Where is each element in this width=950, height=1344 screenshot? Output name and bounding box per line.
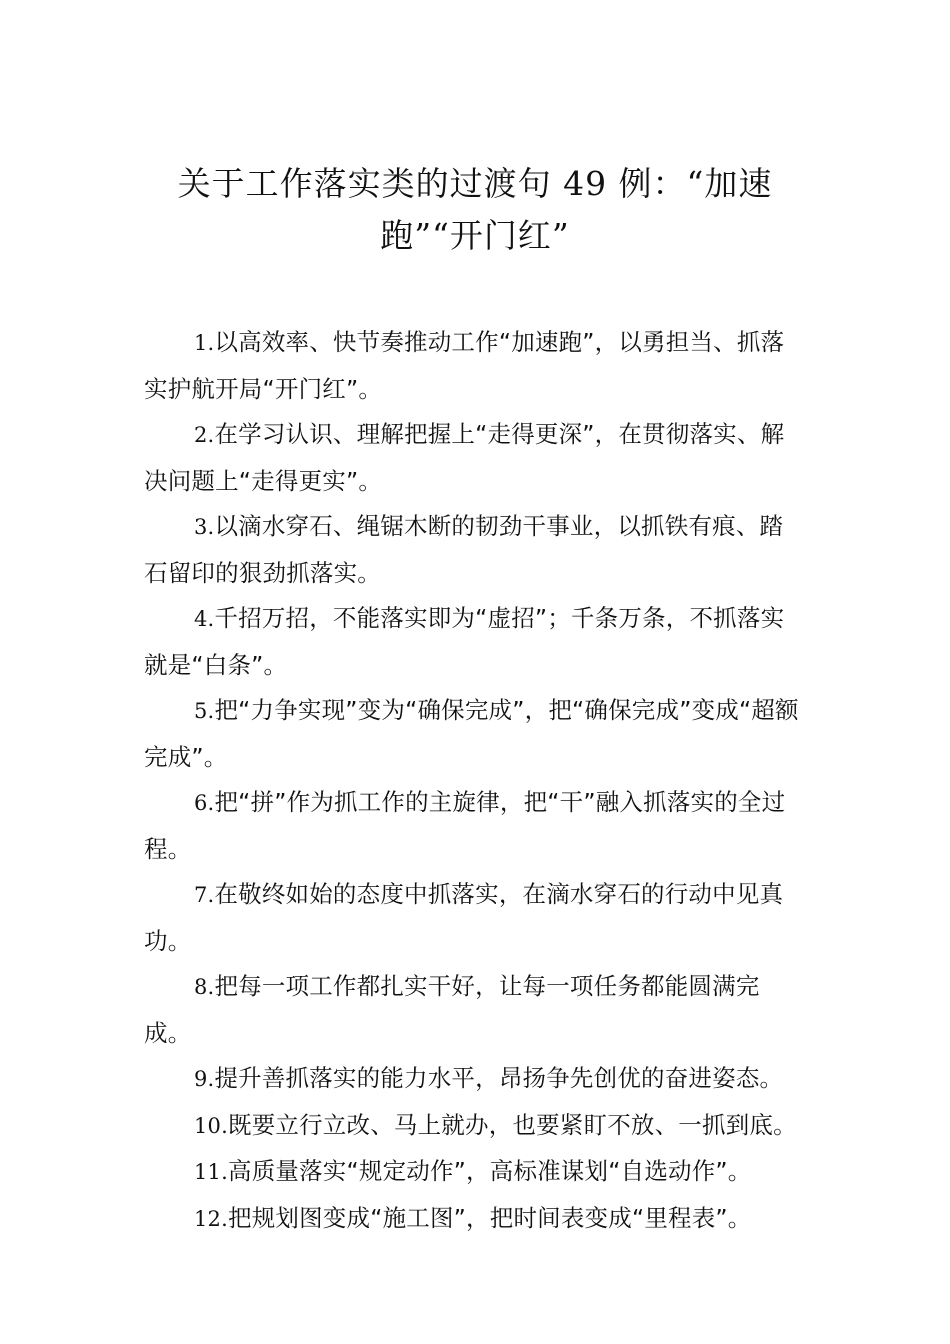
item-text: 以滴水穿石、绳锯木断的韧劲干事业，以抓铁有痕、踏石留印的狠劲抓落实。 bbox=[144, 512, 784, 587]
item-number: 5. bbox=[194, 699, 215, 723]
item-text: 把“拼”作为抓工作的主旋律，把“干”融入抓落实的全过程。 bbox=[144, 788, 786, 863]
list-item bbox=[144, 1056, 806, 1103]
list-item bbox=[144, 780, 806, 872]
document-title: 关于工作落实类的过渡句 49 例：“加速跑”“开门红” bbox=[177, 164, 773, 255]
item-text: 在学习认识、理解把握上“走得更深”，在贯彻落实、解决问题上“走得更实”。 bbox=[144, 420, 785, 495]
item-text: 在敬终如始的态度中抓落实，在滴水穿石的行动中见真功。 bbox=[144, 880, 784, 955]
item-number: 11. bbox=[194, 1160, 228, 1184]
item-text: 高质量落实“规定动作”，高标准谋划“自选动作”。 bbox=[228, 1157, 752, 1185]
item-number: 8. bbox=[194, 975, 215, 999]
item-number: 6. bbox=[194, 791, 215, 815]
item-number: 3. bbox=[194, 515, 215, 539]
list-item bbox=[144, 1149, 806, 1196]
list-item bbox=[144, 1196, 806, 1243]
list-item bbox=[144, 320, 806, 412]
item-text: 以高效率、快节奏推动工作“加速跑”，以勇担当、抓落实护航开局“开门红”。 bbox=[144, 328, 785, 403]
item-text: 千招万招，不能落实即为“虚招”；千条万条，不抓落实就是“白条”。 bbox=[144, 604, 785, 679]
list-item bbox=[144, 964, 806, 1056]
item-number: 9. bbox=[194, 1067, 215, 1091]
item-number: 10. bbox=[194, 1113, 228, 1138]
transition-sentence-list bbox=[144, 320, 806, 1242]
item-text: 提升善抓落实的能力水平，昂扬争先创优的奋进姿态。 bbox=[214, 1064, 784, 1092]
list-item bbox=[144, 688, 806, 780]
item-text: 既要立行立改、马上就办，也要紧盯不放、一抓到底。 bbox=[228, 1110, 797, 1139]
item-number: 4. bbox=[194, 607, 215, 631]
item-number: 7. bbox=[194, 883, 215, 907]
item-text: 把规划图变成“施工图”，把时间表变成“里程表”。 bbox=[228, 1203, 752, 1232]
list-item bbox=[144, 412, 806, 504]
item-number: 12. bbox=[194, 1206, 228, 1231]
list-item bbox=[144, 504, 806, 596]
item-text: 把每一项工作都扎实干好，让每一项任务都能圆满完成。 bbox=[144, 972, 760, 1047]
list-item bbox=[144, 1103, 806, 1150]
item-number: 2. bbox=[194, 423, 215, 447]
list-item bbox=[144, 596, 806, 688]
list-item bbox=[144, 872, 806, 964]
item-number: 1. bbox=[194, 331, 215, 355]
item-text: 把“力争实现”变为“确保完成”，把“确保完成”变成“超额完成”。 bbox=[144, 696, 799, 771]
